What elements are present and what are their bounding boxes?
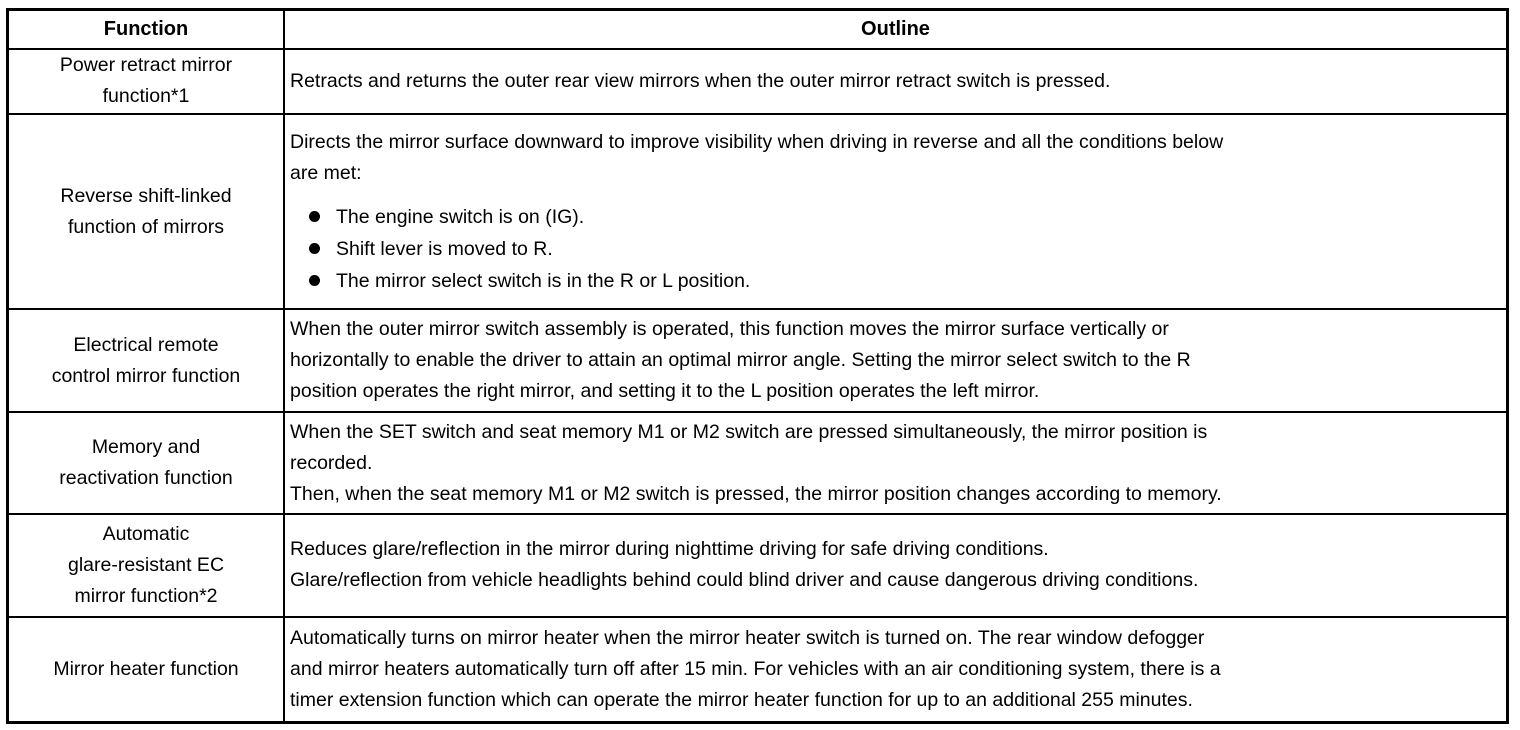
table-row [9, 49, 1506, 114]
table-body [9, 49, 1506, 721]
condition-item [306, 233, 1498, 265]
outline-text: Automatically turns on mirror heater when the mirror heater switch is turned on. The rear window defogger [290, 626, 1205, 649]
condition-item [306, 201, 1498, 233]
table-row [9, 617, 1506, 721]
condition-text: The mirror select switch is in the R or L position. [336, 269, 751, 292]
outline-text: and mirror heaters automatically turn off after 15 min. For vehicles with an air conditioning system, there is a [290, 657, 1221, 680]
outline-text: Glare/reflection from vehicle headlights behind could blind driver and cause dangerous driving conditions. [290, 569, 1199, 592]
table-row [9, 514, 1506, 616]
condition-text: The engine switch is on (IG). [336, 205, 585, 228]
function-text: mirror function*2 [74, 584, 218, 607]
function-outline-table [9, 11, 1506, 721]
outline-cell [284, 114, 1506, 310]
function-text: function of mirrors [67, 215, 225, 238]
table-row [9, 309, 1506, 411]
outline-text: Reduces glare/reflection in the mirror during nighttime driving for safe driving conditions. [290, 538, 1049, 561]
outline-text: Directs the mirror surface downward to improve visibility when driving in reverse and all the conditions below [290, 130, 1224, 153]
condition-text: Shift lever is moved to R. [336, 237, 553, 260]
function-text: function*1 [102, 85, 190, 108]
function-text: Electrical remote [73, 333, 219, 356]
function-cell [9, 514, 284, 616]
function-text: glare-resistant EC [67, 553, 225, 576]
outline-text: Then, when the seat memory M1 or M2 switch is pressed, the mirror position changes according to memory. [290, 482, 1222, 505]
function-cell [9, 49, 284, 114]
outline-text: are met: [290, 161, 362, 184]
outline-text: position operates the right mirror, and setting it to the L position operates the left mirror. [290, 380, 1040, 403]
bullet-icon [309, 275, 320, 286]
outline-text: When the outer mirror switch assembly is operated, this function moves the mirror surface vertically or [290, 318, 1169, 341]
condition-list [290, 201, 1498, 297]
function-text: Automatic [102, 522, 190, 545]
function-text: Mirror heater function [53, 657, 239, 680]
bullet-icon [309, 243, 320, 254]
function-text: Memory and [91, 436, 201, 458]
function-text: control mirror function [51, 364, 241, 387]
outline-cell [284, 514, 1506, 616]
outline-cell [284, 49, 1506, 114]
header-outline: Outline [284, 11, 1506, 49]
outline-text: When the SET switch and seat memory M1 or M2 switch are pressed simultaneously, the mirror position is [290, 420, 1208, 443]
header-function: Function [9, 11, 284, 49]
outline-text: horizontally to enable the driver to attain an optimal mirror angle. Setting the mirror select switch to the R [290, 349, 1191, 372]
header-row [9, 11, 1506, 49]
bullet-icon [309, 211, 320, 222]
function-text: Power retract mirror [59, 54, 233, 77]
condition-item [306, 265, 1498, 297]
table-row [9, 114, 1506, 310]
outline-text: timer extension function which can operate the mirror heater function for up to an additional 255 minutes. [290, 688, 1193, 711]
outline-cell [284, 617, 1506, 721]
outline-text: recorded. [290, 451, 373, 474]
outline-cell [284, 309, 1506, 411]
function-text: Reverse shift-linked [60, 184, 232, 207]
outline-cell [284, 412, 1506, 514]
function-cell [9, 309, 284, 411]
function-cell [9, 412, 284, 514]
outline-text: Retracts and returns the outer rear view mirrors when the outer mirror retract switch is pressed. [290, 69, 1111, 92]
function-text: reactivation function [59, 467, 233, 489]
table-row [9, 412, 1506, 514]
function-cell [9, 617, 284, 721]
function-outline-table-frame [6, 8, 1509, 724]
function-cell [9, 114, 284, 310]
